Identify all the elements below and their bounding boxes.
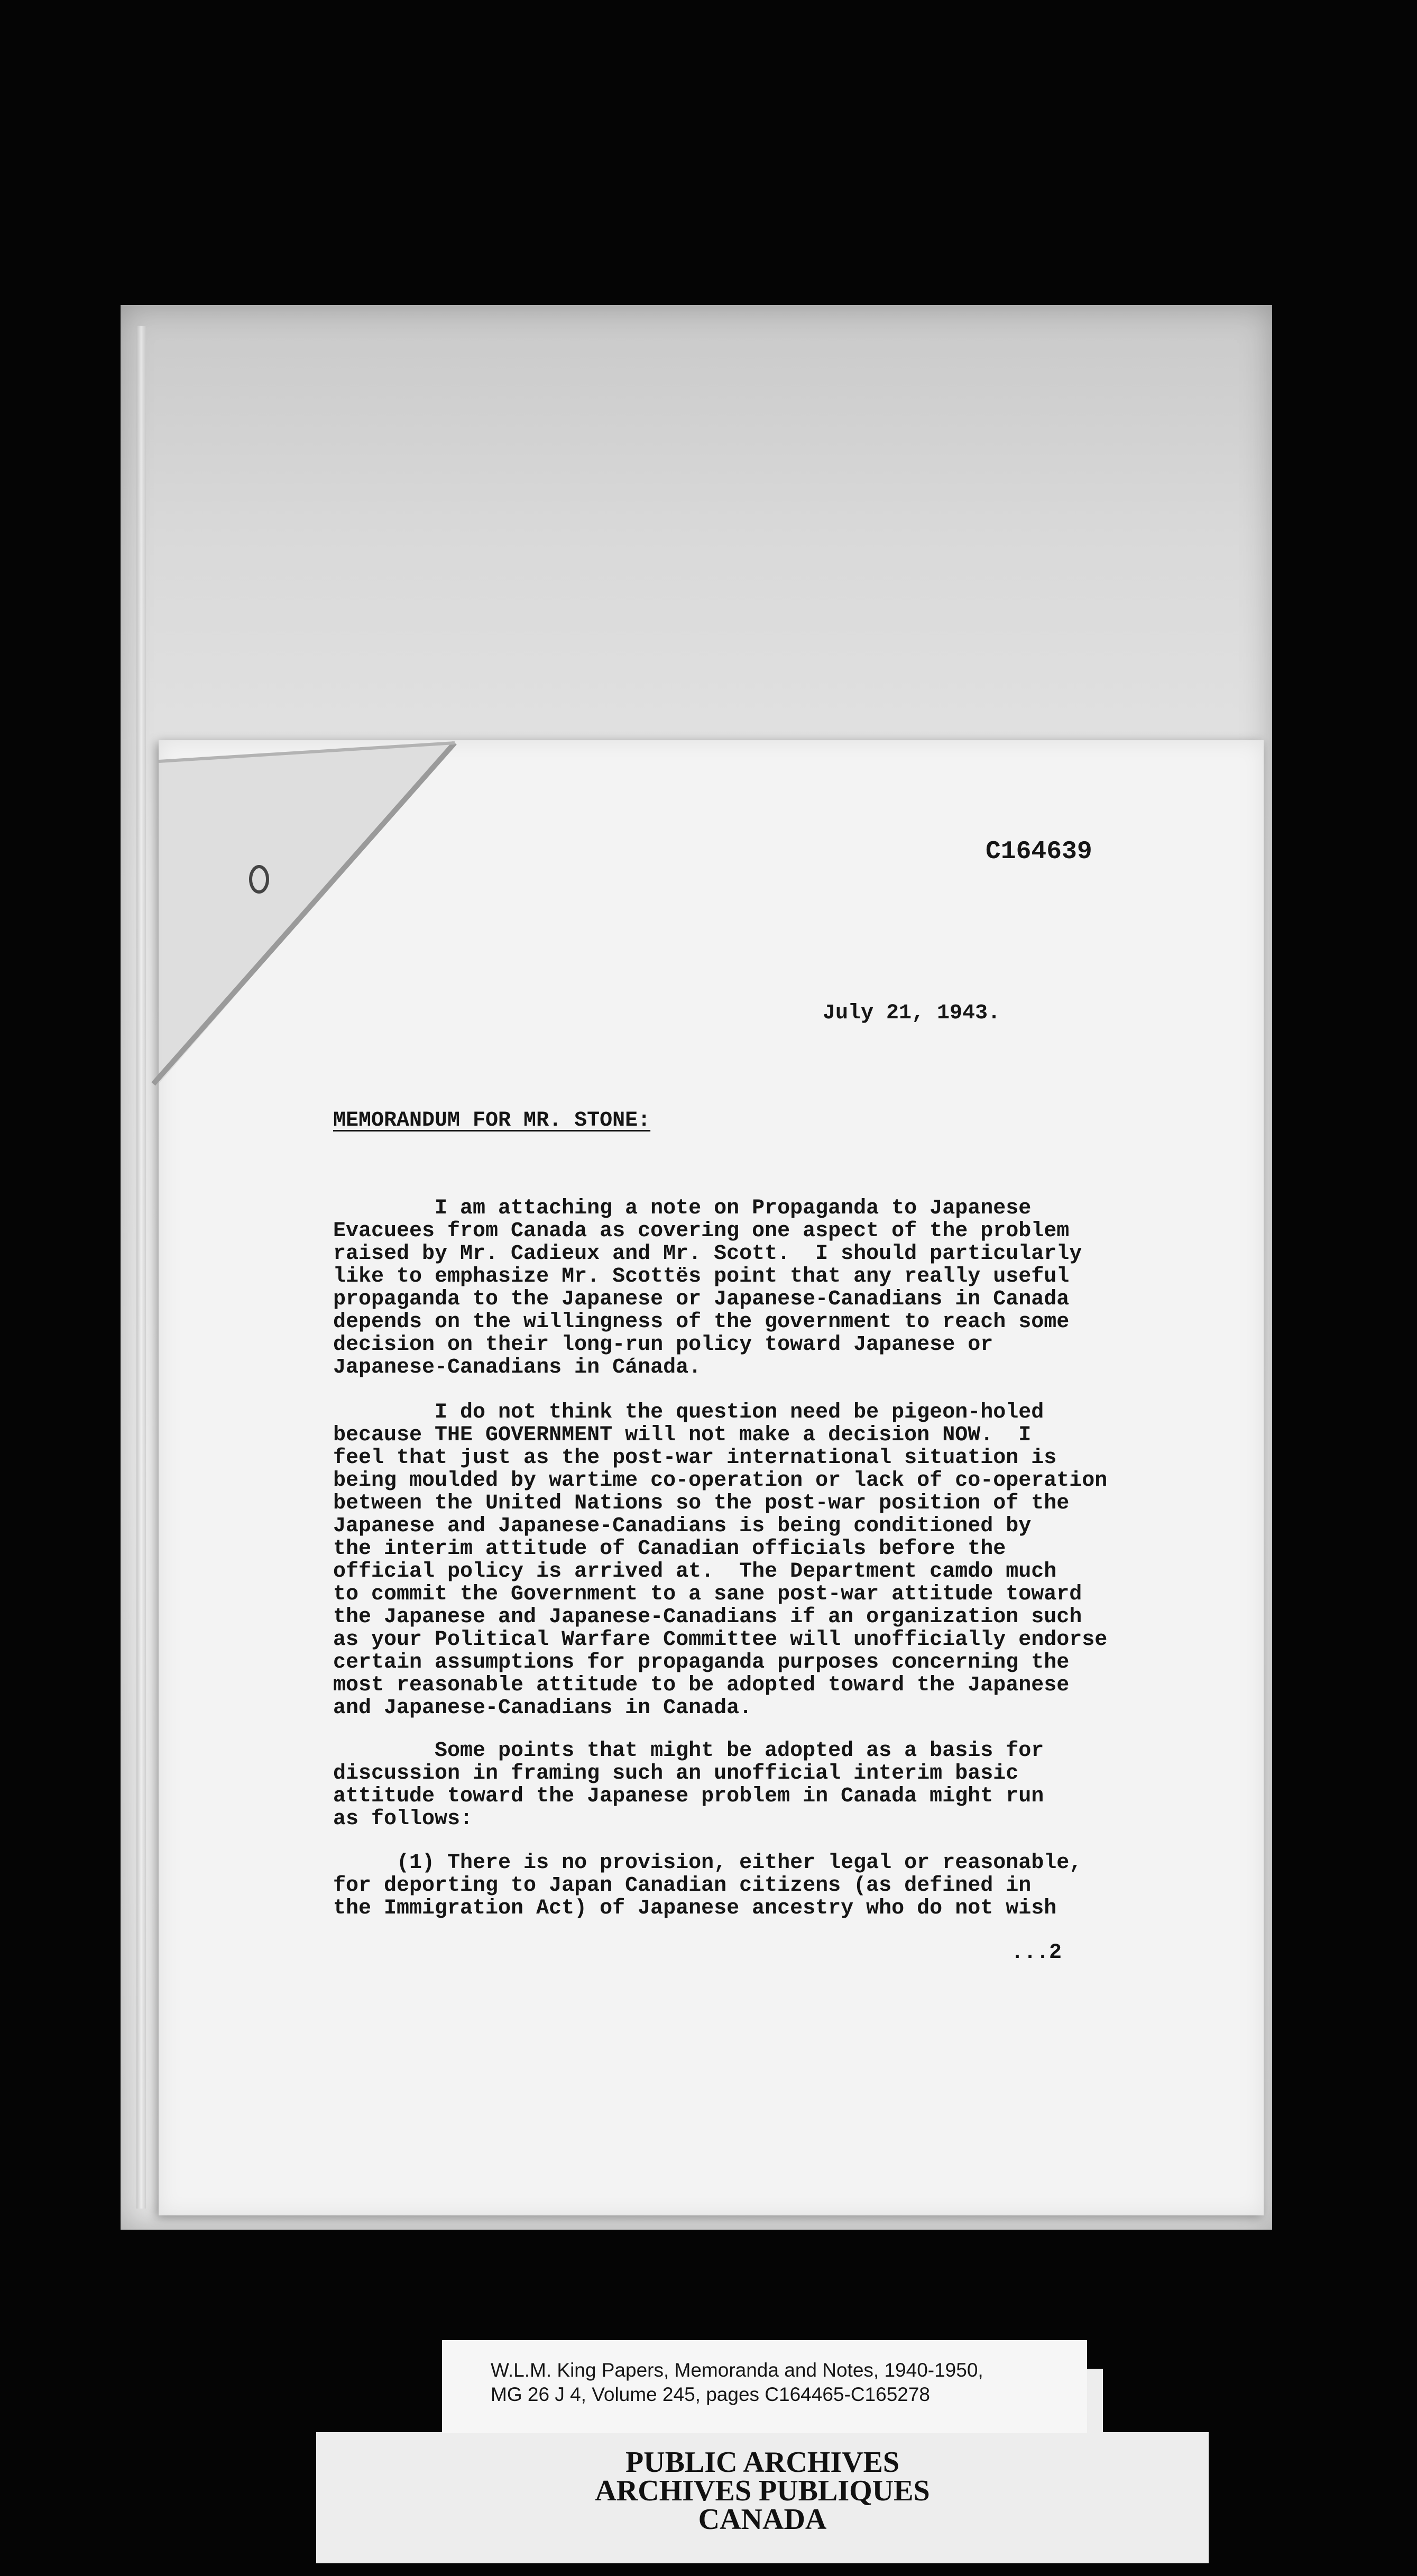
text-line: for deporting to Japan Canadian citizens (as defined in bbox=[333, 1874, 1032, 1898]
page-continuation: ...2 bbox=[1011, 1941, 1062, 1965]
text-line: Japanese-Canadians in Cánada. bbox=[333, 1356, 702, 1379]
text-line: Evacuees from Canada as covering one aspect of the problem bbox=[333, 1219, 1070, 1243]
text-line: depends on the willingness of the government to reach some bbox=[333, 1310, 1070, 1334]
text-line: the Immigration Act) of Japanese ancestry who do not wish bbox=[333, 1897, 1057, 1920]
stamp-line: PUBLIC ARCHIVES bbox=[625, 2446, 900, 2479]
text-line: I am attaching a note on Propaganda to Japanese bbox=[333, 1197, 1032, 1220]
text-line: the Japanese and Japanese-Canadians if an organization such bbox=[333, 1605, 1082, 1629]
paragraph-3 bbox=[333, 1740, 1158, 1830]
label-notch bbox=[316, 2369, 442, 2432]
text-line: the interim attitude of Canadian officials before the bbox=[333, 1537, 1006, 1561]
text-line: like to emphasize Mr. Scottës point that any really useful bbox=[333, 1265, 1070, 1289]
stamp-line: ARCHIVES PUBLIQUES bbox=[595, 2474, 930, 2507]
text-line: certain assumptions for propaganda purposes concerning the bbox=[333, 1651, 1070, 1675]
text-line: discussion in framing such an unofficial interim basic bbox=[333, 1762, 1019, 1786]
label-notch bbox=[1103, 2369, 1209, 2432]
memo-date: July 21, 1943. bbox=[823, 1001, 1001, 1025]
citation-line: MG 26 J 4, Volume 245, pages C164465-C165278 bbox=[491, 2384, 931, 2405]
text-line: as your Political Warfare Committee will unofficially endorse bbox=[333, 1628, 1108, 1652]
text-line: attitude toward the Japanese problem in Canada might run bbox=[333, 1784, 1044, 1808]
citation-line: W.L.M. King Papers, Memoranda and Notes, 1940-1950, bbox=[491, 2359, 983, 2381]
citation-text bbox=[491, 2358, 983, 2407]
stamp-line: CANADA bbox=[698, 2503, 827, 2536]
text-line: because THE GOVERNMENT will not make a decision NOW. I bbox=[333, 1423, 1032, 1447]
text-line: Japanese and Japanese-Canadians is being conditioned by bbox=[333, 1514, 1032, 1538]
memo-heading: MEMORANDUM FOR MR. STONE: bbox=[333, 1109, 651, 1133]
citation-label bbox=[442, 2340, 1087, 2433]
text-line: decision on their long-run policy toward Japanese or bbox=[333, 1333, 993, 1357]
text-line: official policy is arrived at. The Department camdo much bbox=[333, 1560, 1057, 1584]
text-line: and Japanese-Canadians in Canada. bbox=[333, 1696, 752, 1720]
paragraph-2 bbox=[333, 1401, 1158, 1719]
text-line: raised by Mr. Cadieux and Mr. Scott. I should particularly bbox=[333, 1242, 1082, 1266]
text-line: to commit the Government to a sane post-war attitude toward bbox=[333, 1583, 1082, 1606]
paragraph-4 bbox=[333, 1852, 1158, 1920]
text-line: (1) There is no provision, either legal or reasonable, bbox=[333, 1851, 1082, 1875]
text-line: being moulded by wartime co-operation or lack of co-operation bbox=[333, 1469, 1108, 1493]
text-line: most reasonable attitude to be adopted toward the Japanese bbox=[333, 1673, 1070, 1697]
text-line: Some points that might be adopted as a basis for bbox=[333, 1739, 1044, 1763]
document-number: C164639 bbox=[986, 838, 1092, 866]
paragraph-1 bbox=[333, 1197, 1158, 1379]
text-line: feel that just as the post-war international situation is bbox=[333, 1446, 1057, 1470]
text-line: I do not think the question need be pigeon-holed bbox=[333, 1401, 1044, 1424]
text-line: as follows: bbox=[333, 1807, 473, 1831]
text-line: between the United Nations so the post-war position of the bbox=[333, 1492, 1070, 1515]
text-line: propaganda to the Japanese or Japanese-Canadians in Canada bbox=[333, 1287, 1070, 1311]
page-edge bbox=[136, 326, 146, 2209]
